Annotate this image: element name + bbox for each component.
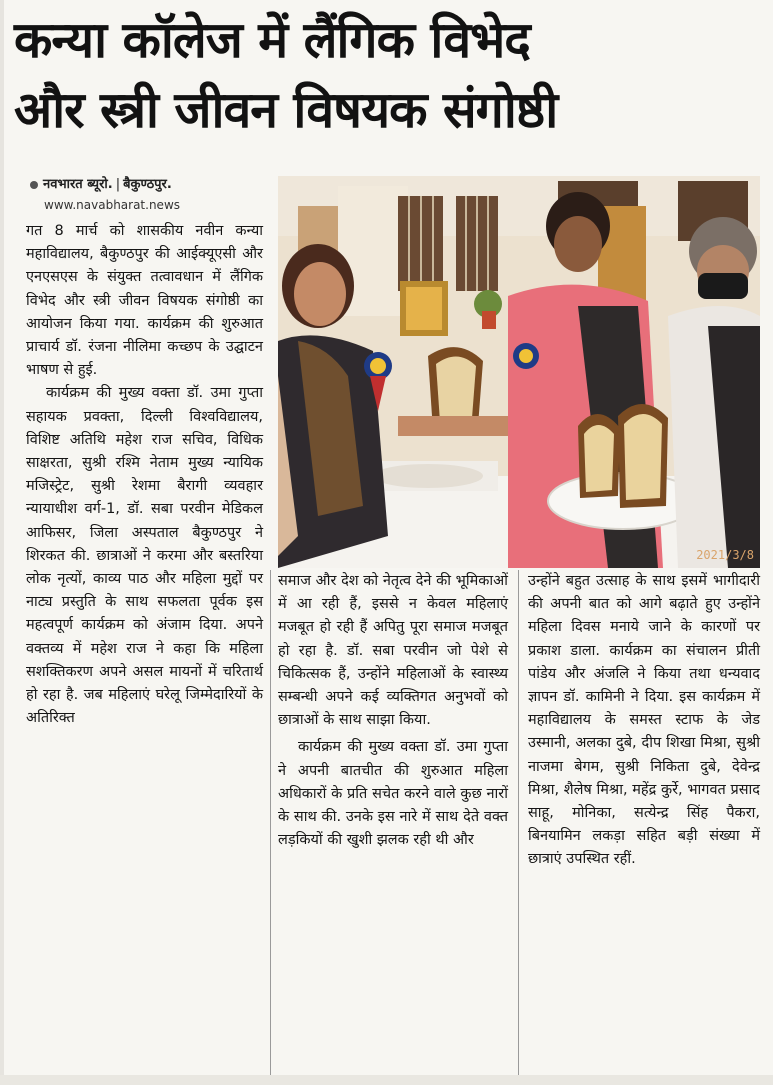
article-column-2: [278, 570, 508, 852]
byline: नवभारत ब्यूरो. | बैकुण्ठपुर.: [30, 174, 172, 192]
paragraph: कार्यक्रम की मुख्य वक्ता डॉ. उमा गुप्ता सहायक प्रवक्ता, दिल्ली विश्वविद्यालय, विशिष्ट अतिथि महेश राज सचिव, विधिक साक्षरता, सुश्री रश्मि नेताम मुख्य न्यायिक मजिस्ट्रेट, सुश्री रेशमा बैरागी व्यवहार न्यायाधीश वर्ग-1, डॉ. सबा परवीन मेडिकल आफिसर, जिला अस्पताल बैकुण्ठपुर ने शिरकत की. छात्राओं ने करमा और बस्तरिया लोक नृत्यों, काव्य पाठ और महिला मुद्दों पर नाट्य प्रस्तुति के साथ सफलता पूर्वक इस महत्वपूर्ण कार्यक्रम को अंजाम दिया. अपने वक्तव्य में महेश राज ने कहा कि महिला सशक्तिकरण अपने असल मायनों में चरितार्थ हो रहा है. जब महिलाएं घरेलू जिम्मेदारियों के अतिरिक्त: [26, 385, 263, 727]
bullet-icon: [30, 181, 38, 189]
photo-illustration: [278, 176, 760, 568]
website-link[interactable]: www.navabharat.news: [44, 198, 181, 212]
column-divider: [270, 570, 271, 1075]
headline-line-1: कन्या कॉलेज में लैंगिक विभेद: [14, 11, 530, 69]
headline: [14, 6, 759, 146]
column-divider: [518, 570, 519, 1075]
article-column-1: [26, 220, 263, 730]
paragraph: कार्यक्रम की मुख्य वक्ता डॉ. उमा गुप्ता ने अपनी बातचीत की शुरुआत महिला अधिकारों के प्रति सचेत करने वाले कुछ नारों के साथ की. उनके इस नारे में साथ देते वक्त लड़कियों की खुशी झलक रही थी और: [278, 739, 508, 849]
paragraph: समाज और देश को नेतृत्व देने की भूमिकाओं में आ रही हैं, इससे न केवल महिलाएं मजबूत हो रही हैं अपितु पूरा समाज मजबूत हो रहा है. डॉ. सबा परवीन जो पेशे से चिकित्सक हैं, उन्होंने महिलाओं के स्वास्थ्य सम्बन्धी अपने कई व्यक्तिगत अनुभवों को छात्राओं के साथ साझा किया.: [278, 573, 508, 729]
event-photo: [278, 176, 760, 568]
article-column-3: [528, 570, 760, 872]
headline-line-2: और स्त्री जीवन विषयक संगोष्ठी: [14, 81, 558, 139]
byline-place: बैकुण्ठपुर.: [123, 177, 172, 192]
paragraph: गत 8 मार्च को शासकीय नवीन कन्या महाविद्यालय, बैकुण्ठपुर की आईक्यूएसी और एनएसएस के संयुक्त तत्वावधान में लैंगिक विभेद और स्त्री जीवन विषयक संगोष्ठी का आयोजन किया गया. कार्यक्रम की शुरुआत प्राचार्य डॉ. रंजना नीलिमा कच्छप के उद्घाटन भाषण से हुई.: [26, 223, 263, 379]
page-edge: [0, 0, 4, 1085]
photo-timestamp: 2021/3/8: [696, 548, 754, 562]
page-fold: [0, 1075, 773, 1085]
paragraph: उन्होंने बहुत उत्साह के साथ इसमें भागीदारी की अपनी बात को आगे बढ़ाते हुए उन्होंने महिला दिवस मनाये जाने के कारणों पर प्रकाश डाला. कार्यक्रम का संचालन प्रीती पांडेय और अंजलि ने किया तथा धन्यवाद ज्ञापन डॉ. कामिनी ने दिया. इस कार्यक्रम में महाविद्यालय के समस्त स्टाफ के जेड उस्मानी, अलका दुबे, दीप शिखा मिश्रा, सुश्री नाजमा बेगम, सुश्री निकिता दुबे, देवेन्द्र मिश्रा, शैलेष मिश्रा, महेंद्र कुर्रे, भागवत प्रसाद साहू, मोनिका, सत्येन्द्र सिंह पैकरा, बिनयामिन लकड़ा सहित बड़ी संख्या में छात्राएं उपस्थित रहीं.: [528, 573, 760, 868]
byline-source: नवभारत ब्यूरो.: [43, 177, 113, 192]
